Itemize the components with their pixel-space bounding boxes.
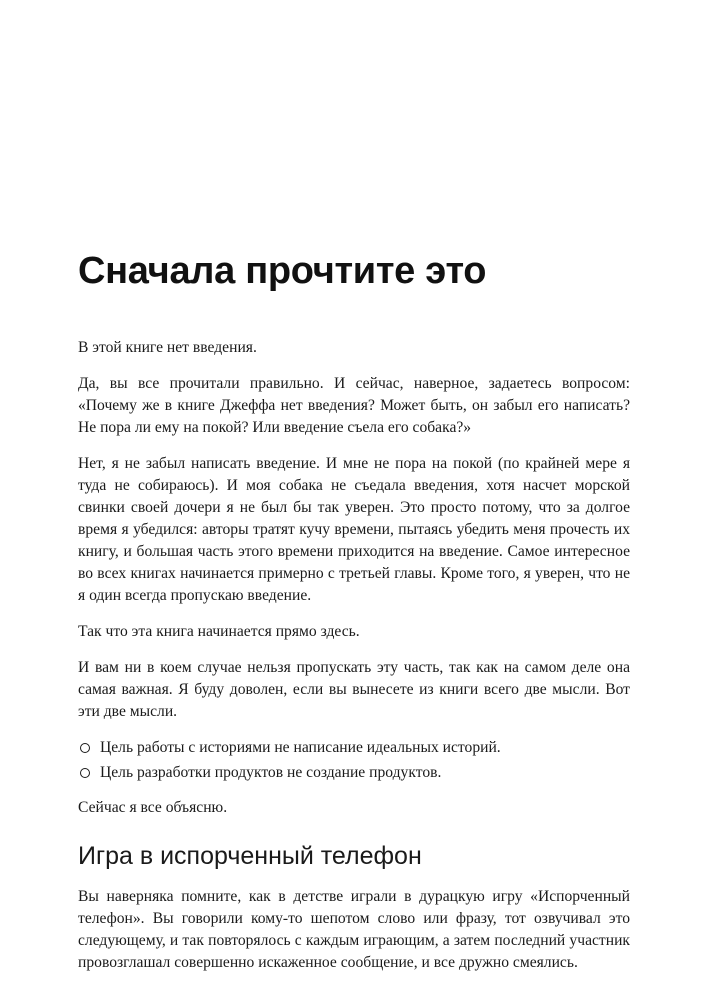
chapter-body	[78, 337, 630, 988]
list-item	[78, 737, 630, 759]
paragraph-section: Вы наверняка помните, как в детстве играли в дурацкую игру «Испорченный телефон». Вы говорили кому-то шепотом слово или фразу, тот озвучивал это следующему, и так повторялось с каждым играющим, а затем последний участник провозглашал совершенно искаженное сообщение, и все дружно смеялись.	[78, 888, 630, 971]
paragraph-question: Да, вы все прочитали правильно. И сейчас, наверное, задаетесь вопросом: «Почему же в книге Джеффа нет введения? Может быть, он забыл его написать? Не пора ли ему на покой? Или введение съела его собака?»	[78, 375, 630, 436]
paragraph-closing: Сейчас я все объясню.	[78, 799, 228, 816]
chapter-title: Сначала прочтите это	[78, 250, 487, 292]
paragraph-important: И вам ни в коем случае нельзя пропускать эту часть, так как на самом деле она самая важная. Я буду доволен, если вы вынесете из книги всего две мысли. Вот эти две мысли.	[78, 659, 630, 720]
key-ideas-list	[78, 737, 630, 784]
book-page	[78, 0, 630, 1000]
list-item-text: Цель разработки продуктов не создание продуктов.	[100, 764, 442, 781]
paragraph-explanation: Нет, я не забыл написать введение. И мне не пора на покой (по крайней мере я туда не собираюсь). И моя собака не съедала введения, хотя насчет морской свинки своей дочери я не был бы так уверен. Это просто потому, что за долгое время я убедился: авторы тратят кучу времени, пытаясь убедить меня прочесть их книгу, и большая часть этого времени приходится на введение. Самое интересное во всех книгах начинается примерно с третьей главы. Кроме того, я уверен, что не я один всегда пропускаю введение.	[78, 455, 630, 604]
list-item	[78, 762, 630, 784]
paragraph-intro: В этой книге нет введения.	[78, 339, 257, 356]
paragraph-start: Так что эта книга начинается прямо здесь.	[78, 623, 360, 640]
circle-bullet-icon	[80, 768, 90, 778]
circle-bullet-icon	[80, 743, 90, 753]
section-title: Игра в испорченный телефон	[78, 842, 422, 870]
list-item-text: Цель работы с историями не написание идеальных историй.	[100, 739, 501, 756]
